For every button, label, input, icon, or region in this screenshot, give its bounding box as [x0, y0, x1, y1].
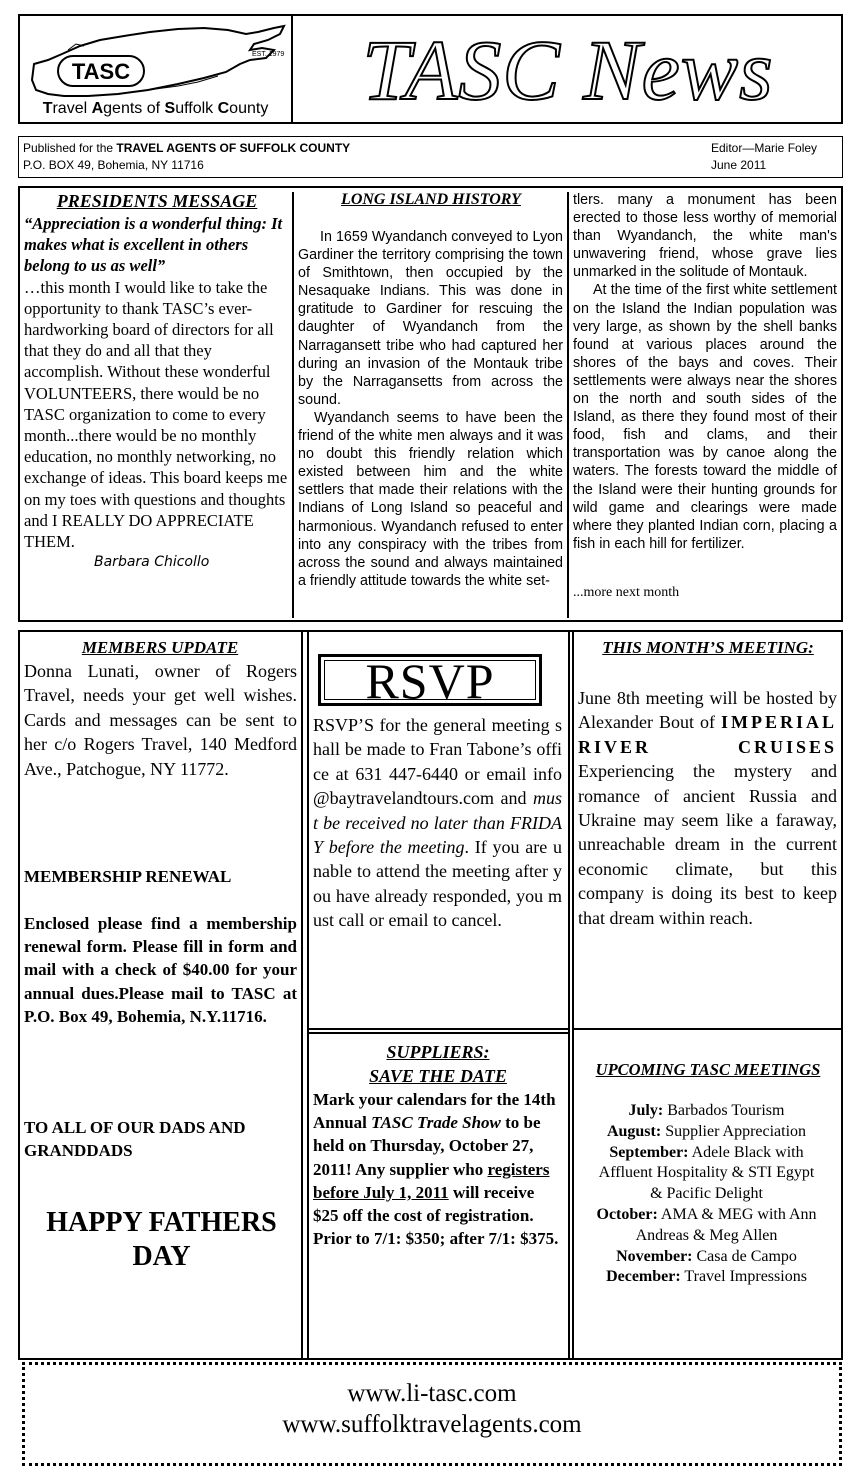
this-months-meeting-heading: THIS MONTH’S MEETING:	[602, 638, 814, 657]
meeting-item: September: Adele Black with Affluent Hospitality & STI Egypt & Pacific Delight	[598, 1143, 815, 1203]
history-paragraph: At the time of the first white settlement on the Island the Indian population was very large, as shown by the shell banks found at various places around the shores of the bays and coves. Their settlements were always near the shores on the north and south sides of the Island, as there they found most of their food, fish and clams, and their transportation was by canoe along the waters. The forests toward the middle of the Island were their hunting grounds for wild game and clearings were made where they planted Indian corn, placing a fish in each hill for fertilizer.	[573, 282, 837, 552]
editor-credit: Editor—Marie Foley	[711, 141, 818, 155]
presidents-message-heading: PRESIDENTS MESSAGE	[56, 191, 258, 211]
meeting-item: August: Supplier Appreciation	[606, 1122, 807, 1140]
column-divider	[568, 632, 570, 1358]
issue-date: June 2011	[711, 158, 767, 172]
members-update-heading: MEMBERS UPDATE	[81, 638, 239, 657]
presidents-message	[24, 213, 290, 573]
meeting-item: July: Barbados Tourism	[628, 1102, 785, 1119]
meeting-item: December: Travel Impressions	[606, 1268, 807, 1286]
logo-word: TASC	[71, 59, 131, 84]
happy-fathers-day: HAPPY FATHERS DAY	[46, 1207, 277, 1272]
column-divider	[301, 632, 303, 1358]
suppliers-body: Mark your calendars for the 14th Annual TASC Trade Show to be held on Thursday, October 27, 2011! Any supplier who registers before July 1, 2011 will receive $25 off the cost of registration. Prior to 7/1: $350; after 7/1: $375.	[313, 1090, 559, 1249]
row-divider	[309, 1032, 568, 1034]
long-island-map-logo	[28, 20, 288, 100]
row-divider	[309, 1028, 568, 1030]
upcoming-meetings-heading: UPCOMING TASC MEETINGS	[595, 1060, 821, 1079]
history-heading: LONG ISLAND HISTORY	[341, 191, 521, 208]
row-divider	[574, 1028, 841, 1030]
this-months-meeting-body: June 8th meeting will be hosted by Alexander Bout of IMPERIAL RIVER CRUISES Experiencing the mystery and romance of ancient Russia and Ukraine may seem like a faraway, unreachable dream in the current economic climate, but this company is doing its best to keep that dream within reach.	[578, 688, 837, 928]
meeting-item: October: AMA & MEG with Ann Andreas & Meg Allen	[596, 1205, 817, 1244]
column-divider	[292, 192, 294, 618]
history-paragraph: Wyandanch seems to have been the friend of the white men always and it was no doubt this friendly relation which existed between him and the white settlers that made their relations with the Indians of Long Island so peaceful and harmonious. Wyandanch refused to enter into any conspiracy with the tribes from across the sound and always maintained a friendly attitude towards the white set-	[298, 409, 563, 589]
website-link[interactable]: www.suffolktravelagents.com	[282, 1411, 582, 1438]
history-paragraph: In 1659 Wyandanch conveyed to Lyon Gardiner the territory comprising the town of Smithtown, then occupied by the Nesaquake Indians. This was done in gratitude to Gardiner for rescuing the daughter of Wyandanch from the Narragansett tribe who had captured her during an invasion of the Montauk tribe by the Narragansetts from across the sound.	[298, 229, 563, 408]
rsvp-logo: RSVP	[318, 654, 542, 706]
logo-est: EST. 1979	[252, 51, 285, 58]
continued-note: ...more next month	[573, 585, 680, 600]
publisher-line1: Published for the TRAVEL AGENTS OF SUFFOLK COUNTY	[23, 141, 351, 155]
rsvp-body: RSVP’S for the general meeting shall be made to Fran Tabone’s office at 631 447-6440 or email info@baytravelandtours.com and must be received no later than FRIDAY before the meeting. If you are unable to attend the meeting after you have already responded, you must call or email to cancel.	[313, 715, 562, 931]
signature: Barbara Chicollo	[94, 554, 210, 571]
history-paragraph: tlers. many a monument has been erected to those less worthy of memorial than Wyandanch, the white man's unwavering friend, whose grave lies unmarked in the solitude of Montauk.	[573, 192, 837, 281]
publisher-address: P.O. BOX 49, Bohemia, NY 11716	[23, 158, 204, 172]
dads-heading: TO ALL OF OUR DADS AND GRANDDADS	[24, 1118, 246, 1161]
logo-caption: Travel Agents of Suffolk County	[42, 100, 269, 117]
membership-renewal-heading: MEMBERSHIP RENEWAL	[24, 867, 232, 886]
history-column-2	[573, 191, 837, 553]
meeting-item: November: Casa de Campo	[616, 1247, 797, 1265]
column-divider	[307, 632, 309, 1358]
newsletter-title: TASC News	[362, 22, 774, 118]
imperial-river-cruises: IMPERIAL RIVER CRUISES	[578, 712, 837, 757]
column-divider	[567, 192, 569, 618]
website-link[interactable]: www.li-tasc.com	[347, 1380, 517, 1407]
presidents-message-body: …this month I would like to take the opportunity to thank TASC’s ever-hardworking board of directors for all that they do and all that they accomplish. Without these wonderful VOLUNTEERS, there would be no TASC organization to come to every month...there would be no monthly education, no monthly networking, no exchange of ideas. This board keeps me on my toes with questions and thoughts and I REALLY DO APPRECIATE THEM.	[24, 277, 288, 552]
upcoming-meetings-list	[574, 1101, 839, 1288]
membership-renewal-body: Enclosed please find a membership renewal form. Please fill in form and mail with a check of $40.00 for your annual dues.Please mail to TASC at P.O. Box 49, Bohemia, N.Y.11716.	[24, 914, 297, 1026]
members-update-body: Donna Lunati, owner of Rogers Travel, needs your get well wishes. Cards and messages can be sent to her c/o Rogers Travel, 140 Medford Ave., Patchogue, NY 11772.	[24, 661, 297, 779]
history-column-1	[298, 228, 563, 590]
presidents-quote: “Appreciation is a wonderful thing: It makes what is excellent in others belong to us as well”	[24, 214, 283, 276]
suppliers-heading: SUPPLIERS: SAVE THE DATE	[369, 1042, 507, 1086]
